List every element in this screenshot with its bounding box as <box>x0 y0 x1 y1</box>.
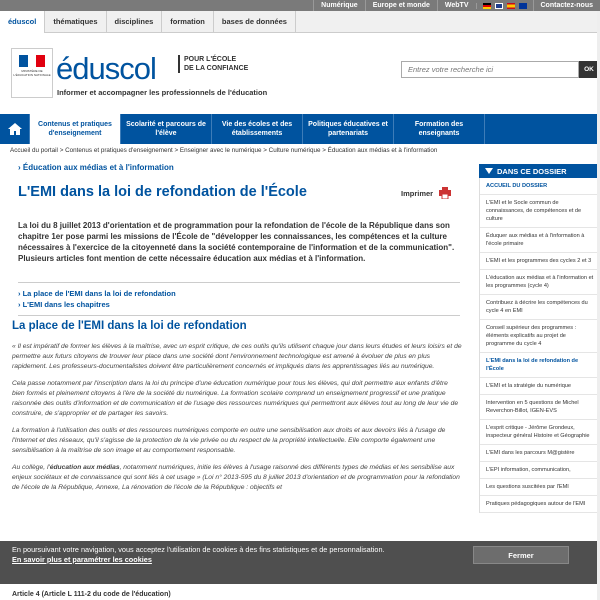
nav-vie-ecoles[interactable]: Vie des écoles et des établissements <box>212 114 303 144</box>
paragraph-text: , notamment numériques, initie les élèves à l'usage raisonné des différents types de médias et les sensibilise aux enjeux sociétaux et de connaissance qui sont liés à cet usage » (Loi n° 2013-595 du 8 juillet 2013 d'orientation et de programmation pour la refondation de l'école de la République, Annexe, La rénovation de l'école de la République : objectifs et <box>12 464 460 491</box>
de-flag-icon[interactable] <box>483 3 491 9</box>
eu-flag-icon[interactable] <box>519 3 527 9</box>
site-tagline: Informer et accompagner les professionnels de l'éducation <box>57 88 268 97</box>
sidebar-item[interactable]: Éduquer aux médias et à l'information à l'école primaire <box>480 228 600 253</box>
cookie-text: En poursuivant votre navigation, vous acceptez l'utilisation de cookies à des fins statistiques et de personnalisation. <box>12 545 385 554</box>
print-button[interactable] <box>401 187 451 199</box>
top-link-numerique[interactable]: Numérique <box>313 0 365 11</box>
chevron-down-icon <box>485 168 493 174</box>
sidebar-item-current[interactable]: L'EMI dans la loi de refondation de l'École <box>480 353 600 378</box>
tab-eduscol[interactable]: éduscol <box>0 11 45 33</box>
search-form <box>401 61 599 78</box>
language-flags <box>476 3 533 9</box>
nav-politiques[interactable]: Politiques éducatives et partenariats <box>303 114 394 144</box>
sidebar-title: DANS CE DOSSIER <box>497 166 567 176</box>
page-title: L'EMI dans la loi de refondation de l'École <box>18 184 307 200</box>
tab-formation[interactable]: formation <box>162 11 214 33</box>
article-body <box>12 342 462 500</box>
article-4-heading: Article 4 (Article L 111-2 du code de l'éducation) <box>12 591 171 598</box>
site-logo[interactable]: éduscol <box>56 51 156 86</box>
sidebar-item[interactable]: Pratiques pédagogiques autour de l'EMI <box>480 496 600 513</box>
slogan-line-2: DE LA CONFIANCE <box>184 65 249 72</box>
sidebar-item[interactable]: Contribuez à décrire les compétences du cycle 4 en EMI <box>480 295 600 320</box>
top-link-webtv[interactable]: WebTV <box>437 0 476 11</box>
article-lead: La loi du 8 juillet 2013 d'orientation et de programmation pour la refondation de l'école de la République dans son chapitre 1er pose parmi les missions de l'École de "développer les connaissances, les compétences et la culture nécessaires à l'exercice de la citoyenneté dans la société contemporaine de l'information et de la communication". Plusieurs articles font mention de cette nécessaire éducation aux médias et à l'information. <box>18 221 455 263</box>
cookie-close-button[interactable]: Fermer <box>473 546 569 564</box>
tab-bases-de-donnees[interactable]: bases de données <box>214 11 296 33</box>
printer-icon <box>439 187 451 199</box>
tab-disciplines[interactable]: disciplines <box>107 11 163 33</box>
paragraph: Cela passe notamment par l'inscription dans la loi du principe d'une éducation numérique pour tous les élèves, qui doit permettre aux enfants d'être bien formés et pleinement citoyens à l'ère de la société du numérique. La formation scolaire comprend un enseignement progressif et une pratique raisonnée des outils d'information et de communication et de l'usage des ressources numériques qui permettront aux élèves tout au long de leur vie de construire, de s'approprier et de partager les savoirs. <box>12 380 459 417</box>
sidebar-item[interactable]: L'EMI dans les parcours M@gistère <box>480 445 600 462</box>
print-label: Imprimer <box>401 188 434 198</box>
top-bar <box>0 0 600 11</box>
site-slogan <box>178 55 248 73</box>
category-label: Éducation aux médias et à l'information <box>22 163 174 172</box>
top-link-contact[interactable]: Contactez-nous <box>533 0 600 11</box>
paragraph: « Il est impératif de former les élèves à la maîtrise, avec un esprit critique, de ces outils qu'ils utilisent chaque jour dans leurs études et leurs loisirs et de permettre aux futurs citoyens de trouver leur place dans une société dont l'environnement technologique est amené à évoluer de plus en plus rapidement. Les professeurs-documentalistes doivent être particulièrement concernés et impliqués dans les apprentissages liés au numérique. <box>12 343 462 370</box>
nav-scolarite[interactable]: Scolarité et parcours de l'élève <box>121 114 212 144</box>
section-heading: La place de l'EMI dans la loi de refondation <box>12 320 247 332</box>
sidebar-item[interactable]: ACCUEIL DU DOSSIER <box>480 178 600 195</box>
sidebar-item[interactable]: L'EMI et la stratégie du numérique <box>480 378 600 395</box>
sidebar-item[interactable]: L'EMI et le Socle commun de connaissances, de compétences et de culture <box>480 195 600 228</box>
paragraph: La formation à l'utilisation des outils et des ressources numériques comporte en outre une sensibilisation aux droits et aux devoirs liés à l'usage de l'Internet et des réseaux, qu'il s'agisse de la protection de la vie privée ou du respect de la propriété intellectuelle. Elle comporte également une sensibilisation à la maîtrise de son image et au comportement responsable. <box>12 427 446 454</box>
section-tabs <box>0 11 600 33</box>
paragraph-bold: éducation aux médias <box>49 464 120 471</box>
category-heading[interactable]: › Éducation aux médias et à l'information <box>18 163 174 172</box>
marianne-icon <box>19 55 45 67</box>
top-link-europe[interactable]: Europe et monde <box>365 0 437 11</box>
tab-thematiques[interactable]: thématiques <box>45 11 106 33</box>
main-nav <box>0 114 600 144</box>
sidebar-item[interactable]: Conseil supérieur des programmes : éléments explicatifs au projet de programme du cycle 4 <box>480 320 600 353</box>
breadcrumb[interactable]: Accueil du portail > Contenus et pratiques d'enseignement > Enseigner avec le numérique > Culture numérique > Éducation aux médias et à l'information <box>10 147 438 154</box>
paragraph-text: Au collège, l' <box>12 464 50 471</box>
slogan-line-1: POUR L'ÉCOLE <box>184 56 237 63</box>
ministry-label: MINISTÈRE DE L'ÉDUCATION NATIONALE <box>13 69 51 77</box>
es-flag-icon[interactable] <box>507 3 515 9</box>
toc-link-place[interactable]: › La place de l'EMI dans la loi de refondation <box>18 288 460 299</box>
sidebar-header <box>479 164 600 178</box>
en-flag-icon[interactable] <box>495 3 503 9</box>
sidebar-item[interactable]: L'EPI information, communication, <box>480 462 600 479</box>
sidebar-item[interactable]: Intervention en 5 questions de Michel Reverchon-Billot, IGEN-EVS <box>480 395 600 420</box>
search-input[interactable] <box>401 61 579 78</box>
ministry-logo[interactable] <box>11 48 53 98</box>
home-icon[interactable] <box>0 114 30 144</box>
nav-formation[interactable]: Formation des enseignants <box>394 114 485 144</box>
sidebar-item[interactable]: L'EMI et les programmes des cycles 2 et 3 <box>480 253 600 270</box>
dossier-sidebar <box>479 164 600 513</box>
sidebar-list <box>479 178 600 513</box>
sidebar-item[interactable]: L'éducation aux médias et à l'information et les programmes (cycle 4) <box>480 270 600 295</box>
nav-contenus[interactable]: Contenus et pratiques d'enseignement <box>30 114 121 144</box>
toc-link-chapitres[interactable]: › L'EMI dans les chapitres <box>18 299 460 310</box>
search-button[interactable]: OK <box>579 61 599 78</box>
sidebar-item[interactable]: L'esprit critique - Jérôme Grondeux, inspecteur général Histoire et Géographie <box>480 420 600 445</box>
sidebar-item[interactable]: Les questions suscitées par l'EMI <box>480 479 600 496</box>
table-of-contents <box>18 282 460 316</box>
cookie-settings-link[interactable]: En savoir plus et paramétrer les cookies <box>12 555 152 564</box>
paragraph <box>12 463 462 493</box>
